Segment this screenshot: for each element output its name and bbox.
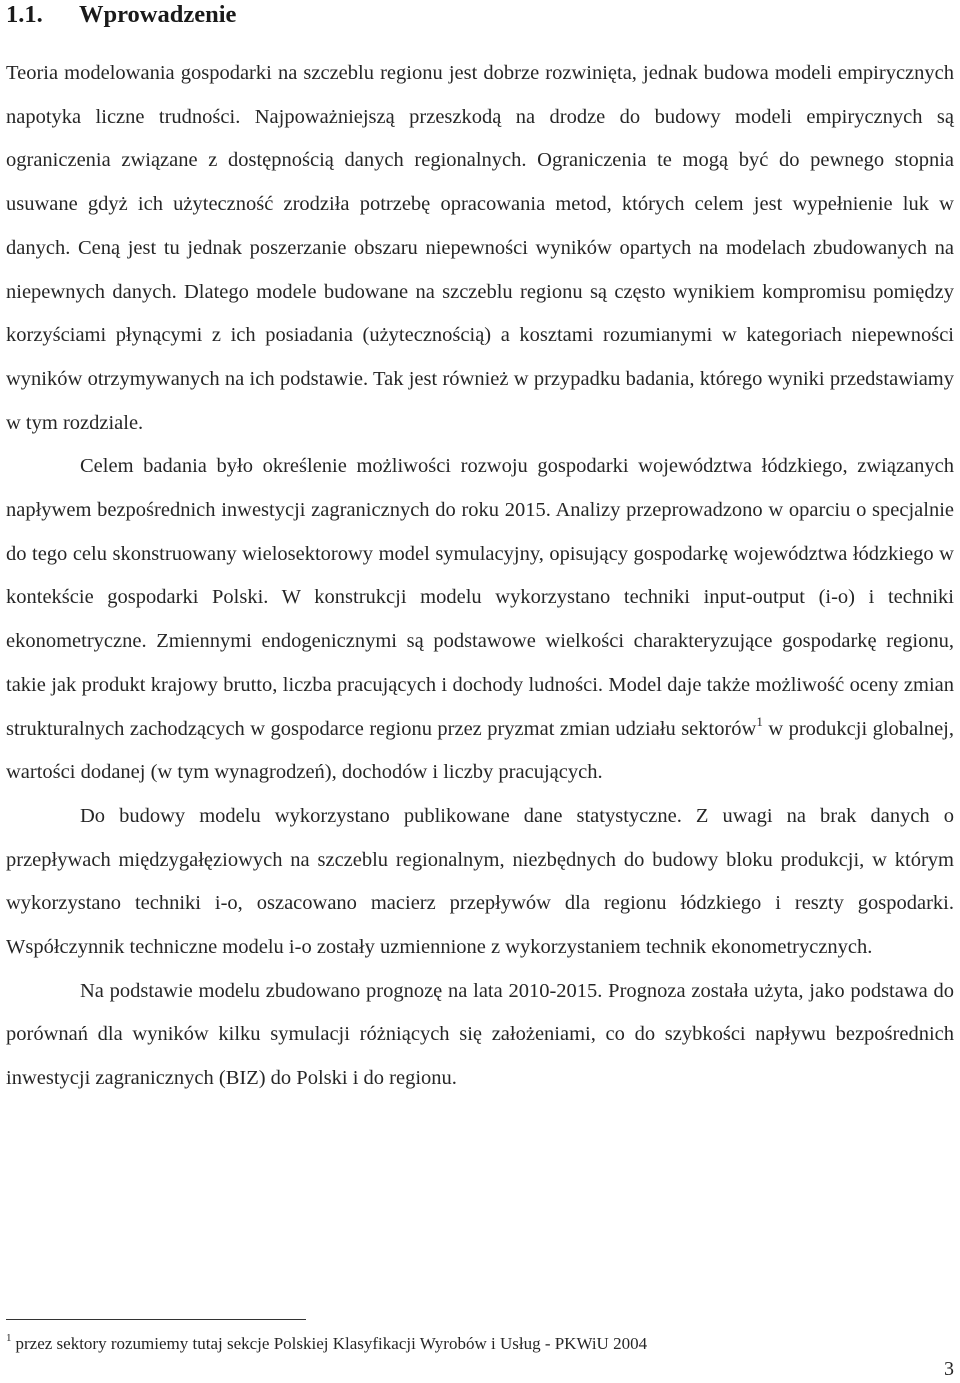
paragraph-4-text: Na podstawie modelu zbudowano prognozę na lata 2010-2015. Prognoza została użyta, jako podstawa do porównań dla wyników kilku symulacji różniących się założeniami, co do szybkości napływu bezpośrednich inwestycji zagranicznych (BIZ) do Polski i do regionu.: [6, 979, 954, 1090]
paragraph-1: [6, 52, 954, 445]
paragraph-2-text: Celem badania było określenie możliwości rozwoju gospodarki województwa łódzkiego, związanych napływem bezpośrednich inwestycji zagranicznych do roku 2015. Analizy przeprowadzono w oparciu o specjalnie do tego celu skonstruowany wielosektorowy model symulacyjny, opisujący gospodarkę województwa łódzkiego w kontekście gospodarki Polski. W konstrukcji modelu wykorzystano techniki input-output (i-o) i techniki ekonometryczne. Zmiennymi endogenicznymi są podstawowe wielkości charakteryzujące gospodarkę regionu, takie jak produkt krajowy brutto, liczba pracujących i dochody ludności. Model daje także możliwość oceny zmian strukturalnych zachodzących w gospodarce regionu przez pryzmat zmian udziału sektorów: [6, 455, 954, 740]
paragraph-3: [6, 795, 954, 970]
section-heading: [6, 0, 954, 30]
footnote-marker: 1: [6, 1332, 12, 1344]
paragraph-1-text: Teoria modelowania gospodarki na szczeblu regionu jest dobrze rozwinięta, jednak budowa modeli empirycznych napotyka liczne trudności. Najpoważniejszą przeszkodą na drodze do budowy modeli empirycznych są ograniczenia związane z dostępnością danych regionalnych. Ograniczenia te mogą być do pewnego stopnia usuwane gdyż ich użyteczność zrodziła potrzebę opracowania metod, których celem jest wypełnienie luk w danych. Ceną jest tu jednak poszerzanie obszaru niepewności wyników opartych na modelach zbudowanych na niepewnych danych. Dlatego modele budowane na szczeblu regionu są często wynikiem kompromisu pomiędzy korzyściami płynącymi z ich posiadania (użytecznością) a kosztami rozumianymi w kategoriach niepewności wyników otrzymywanych na ich podstawie. Tak jest również w przypadku badania, którego wyniki przedstawiamy w tym rozdziale.: [6, 62, 954, 434]
footnote-text: przez sektory rozumiemy tutaj sekcje Polskiej Klasyfikacji Wyrobów i Usług - PKWiU 2004: [15, 1334, 648, 1353]
paragraph-2: [6, 445, 954, 795]
section-number: 1.1.: [6, 1, 43, 28]
body-text: [6, 52, 954, 1101]
paragraph-3-text: Do budowy modelu wykorzystano publikowane dane statystyczne. Z uwagi na brak danych o przepływach międzygałęziowych na szczeblu regionalnym, niezbędnych do budowy bloku produkcji, w którym wykorzystano techniki i-o, oszacowano macierz przepływów dla regionu łódzkiego i reszty gospodarki. Współczynnik techniczne modelu i-o zostały uzmiennione z wykorzystaniem technik ekonometrycznych.: [6, 804, 954, 959]
document-page: [6, 0, 954, 1101]
footnote-reference[interactable]: 1: [756, 713, 763, 729]
paragraph-2-text-continued: w produkcji globalnej, wartości dodanej (w tym wynagrodzeń), dochodów i liczby pracujących.: [6, 717, 955, 784]
section-title: Wprowadzenie: [79, 1, 237, 28]
footnote: [6, 1332, 647, 1356]
footnote-divider: [6, 1319, 306, 1320]
paragraph-4: [6, 970, 954, 1101]
page-number: 3: [944, 1358, 954, 1380]
